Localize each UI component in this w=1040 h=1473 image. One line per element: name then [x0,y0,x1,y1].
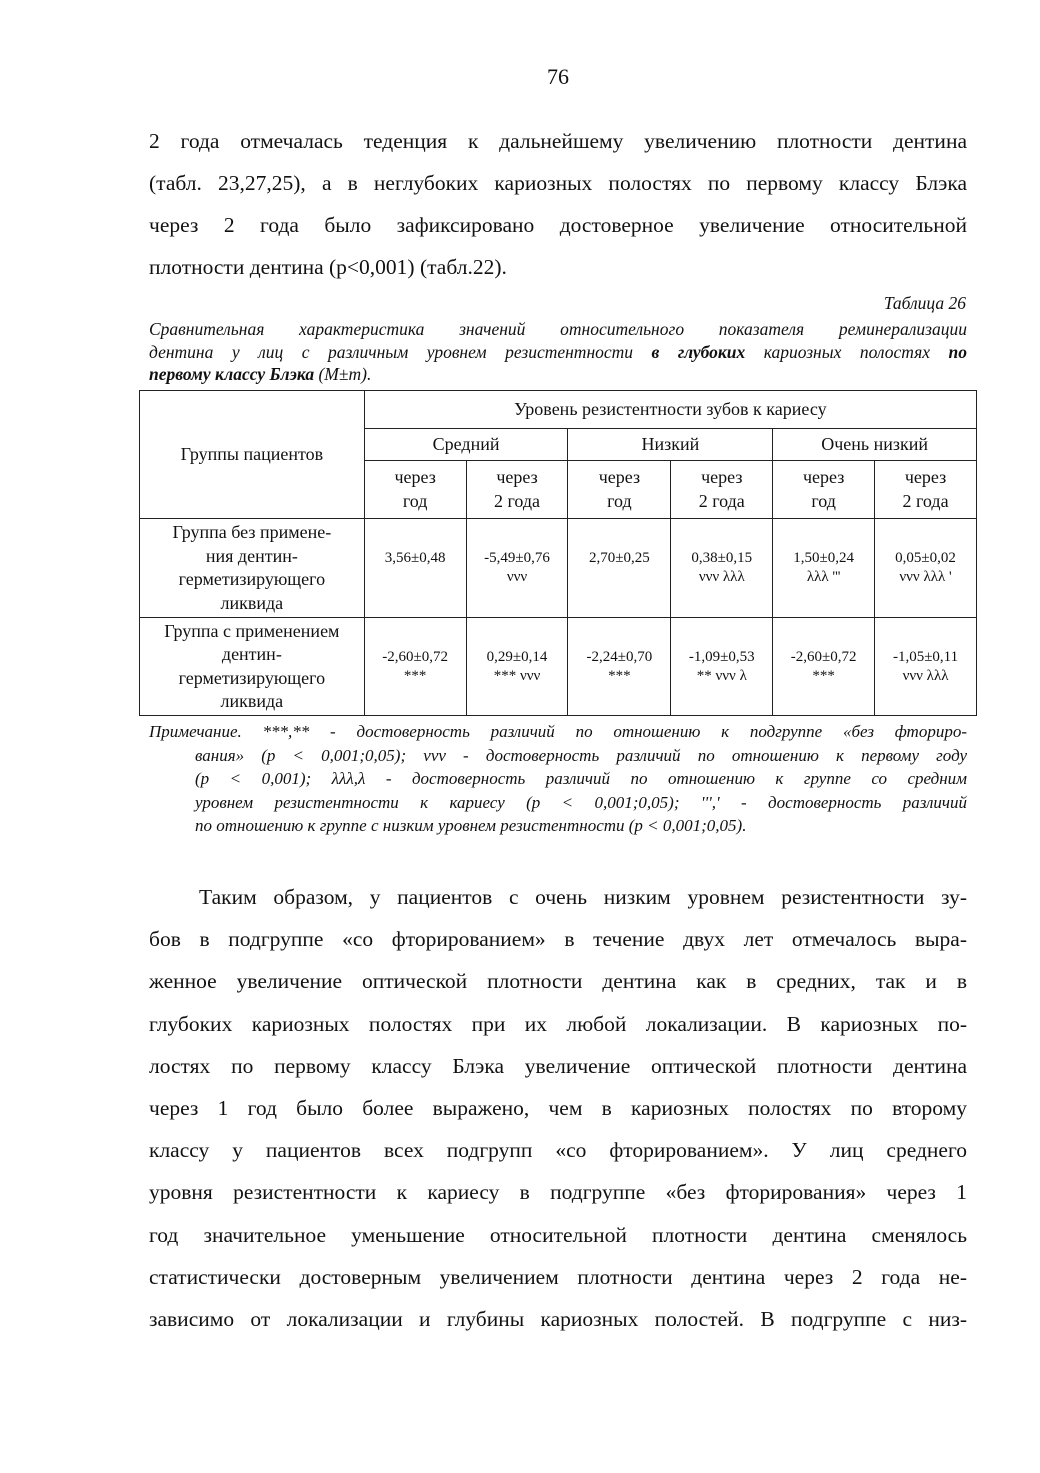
cell-significance: *** [403,667,427,684]
cell-value: 2,70±0,25 [589,550,650,566]
header-resistance-level: Уровень резистентности зубов к кариесу [364,391,976,429]
row-group-label: Группа без примене- ния дентин- герметизирующего ликвида [140,519,365,618]
table-cell [773,519,875,618]
cell-significance: λλλ ''' [806,569,841,585]
body-line: уровня резистентности к кариесу в подгруппе «без фторирования» через 1 [149,1180,967,1205]
body-line: глубоких кариозных полостях при их любой локализации. В кариозных по- [149,1011,967,1036]
table-cell [875,519,977,618]
body-line: зависимо от локализации и глубины кариозных полостей. В подгруппе с низ- [149,1306,967,1331]
table-cell [466,519,568,618]
cell-value: 1,50±0,24 [793,550,855,566]
body-line: год значительное уменьшение относительной плотности дентина сменялось [149,1222,967,1247]
table-cell [671,519,773,618]
intro-line: через 2 года было зафиксировано достоверное увеличение относительной [149,213,967,237]
row-group-label: Группа с применением дентин- герметизирующего ликвида [140,618,365,716]
cell-value: -1,09±0,53 [688,648,755,665]
cell-value: 3,56±0,48 [384,550,446,566]
cell-value: -1,05±0,11 [892,648,959,665]
caption-line: Сравнительная характеристика значений относительного показателя реминерализации [149,319,967,339]
cell-significance [568,568,670,587]
table-label: Таблица 26 [883,293,966,313]
page-number: 76 [547,64,569,89]
cell-significance: *** ννν [493,667,541,684]
table-row [140,618,977,716]
body-line: Таким образом, у пациентов с очень низким уровнем резистентности зу- [199,885,967,909]
caption-line: дентина у лиц с различным уровнем резистентности в глубоких кариозных полостях по [149,341,967,362]
intro-line: плотности дентина (р<0,001) (табл.22). [149,255,507,279]
intro-line: (табл. 23,27,25), а в неглубоких кариозных полостях по первому классу Блэка [149,171,967,195]
cell-significance [365,568,466,587]
intro-paragraph [149,120,967,288]
table-cell [875,618,977,716]
table-caption [149,318,967,386]
header-level-medium: Средний [364,429,568,461]
header-period: через год [568,461,671,519]
body-line: женное увеличение оптической плотности дентина как в средних, так и в [149,969,967,994]
table-cell [773,618,875,716]
note-line: (р < 0,001); λλλ,λ - достоверность различий по отношению к группе со средним [195,769,967,788]
table-cell [568,618,671,716]
cell-significance: ννν λλλ [902,667,949,684]
note-line: Примечание. ***,** - достоверность различий по отношению к подгруппе «без фториро- [149,722,967,741]
cell-significance: *** [812,667,835,684]
body-line: лостях по первому классу Блэка увеличение оптической плотности дентина [149,1053,967,1078]
table-cell [364,519,466,618]
cell-significance: ννν [506,569,528,585]
intro-line: 2 года отмечалась теденция к дальнейшему увеличению плотности дентина [149,129,967,153]
header-period: через год [773,461,875,519]
table-cell [466,618,568,716]
cell-value: 0,38±0,15 [691,550,753,566]
cell-value: 0,29±0,14 [486,648,548,665]
body-paragraph [149,876,967,1340]
body-line: через 1 год было более выражено, чем в кариозных полостях по второму [149,1095,967,1120]
header-level-low: Низкий [568,429,773,461]
data-table [139,390,977,716]
header-level-very-low: Очень низкий [773,429,977,461]
header-period: через 2 года [671,461,773,519]
header-period: через год [364,461,466,519]
header-groups: Группы пациентов [140,391,365,519]
body-line: классу у пациентов всех подгрупп «со фторированием». У лиц среднего [149,1138,967,1163]
cell-significance: ννν λλλ [698,569,745,585]
cell-value: 0,05±0,02 [895,550,956,566]
body-line: бов в подгруппе «со фторированием» в течение двух лет отмечалось выра- [149,927,967,952]
cell-significance: ννν λλλ ' [899,569,952,585]
table-cell [671,618,773,716]
table-cell [364,618,466,716]
table-row [140,519,977,618]
table-cell [568,519,671,618]
caption-line: первому классу Блэка (M±m). [149,364,372,384]
note-line: вания» (р < 0,001;0,05); ννν - достоверность различий по отношению к первому году [195,745,967,765]
header-period: через 2 года [466,461,568,519]
cell-value: -5,49±0,76 [484,550,550,566]
table-note [149,720,967,838]
body-line: статистически достоверным увеличением плотности дентина через 2 года не- [149,1264,967,1289]
cell-value: -2,60±0,72 [790,648,857,665]
note-line: уровнем резистентности к кариесу (р < 0,001;0,05); ''',' - достоверность различий [195,792,967,812]
cell-value: -2,24±0,70 [586,648,653,665]
header-period: через 2 года [875,461,977,519]
note-line: по отношению к группе с низким уровнем резистентности (р < 0,001;0,05). [195,816,747,835]
cell-significance: *** [608,667,631,684]
cell-significance: ** ννν λ [696,667,747,684]
cell-value: -2,60±0,72 [382,648,449,665]
